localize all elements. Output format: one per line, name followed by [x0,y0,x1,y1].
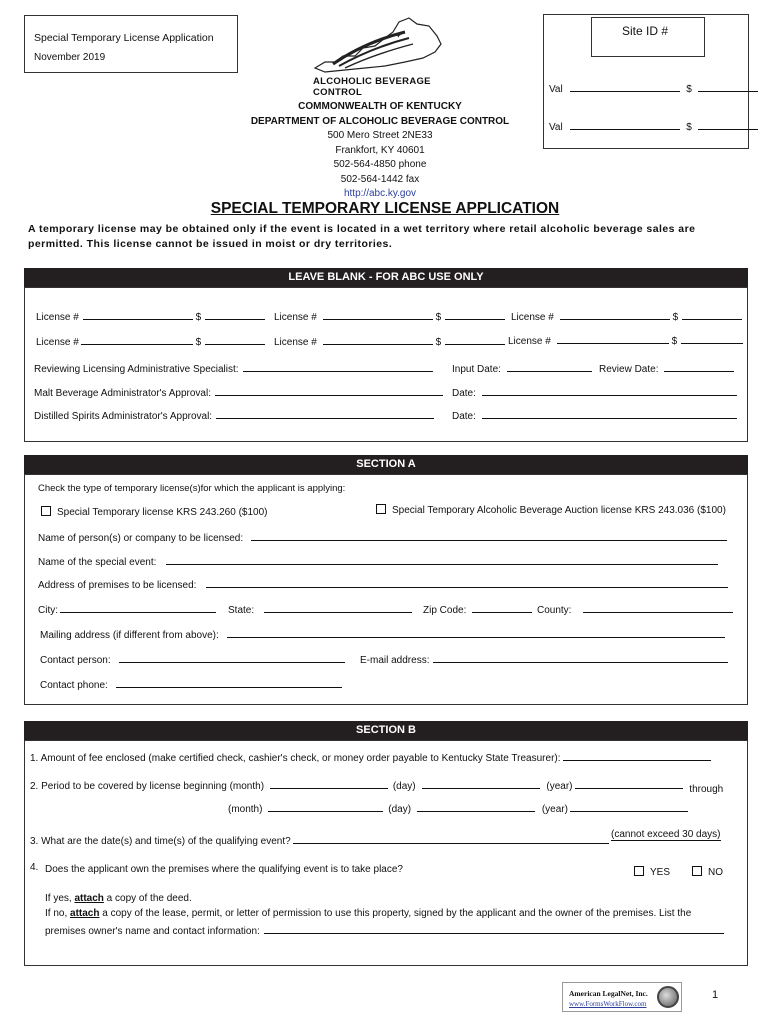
section-a-header: SECTION A [24,455,748,474]
main-title: SPECIAL TEMPORARY LICENSE APPLICATION [210,200,560,217]
malt-approval-field[interactable]: Malt Beverage Administrator's Approval: [34,385,443,399]
abc-use-header: LEAVE BLANK - FOR ABC USE ONLY [24,268,748,287]
no-checkbox[interactable] [692,866,702,876]
intro-text: A temporary license may be obtained only if the event is located in a wet territory where retail alcoholic beverage sales are permitted. This license cannot be issued in moist or dry territories. [28,223,696,250]
if-yes-line: If yes, attach a copy of the deed. [45,893,192,904]
distilled-date-field[interactable]: Date: [452,408,737,422]
license-field-4[interactable]: License # $ [36,334,265,348]
footer-site[interactable]: www.FormsWorkFlow.com [569,1000,647,1008]
malt-date-field[interactable]: Date: [452,385,737,399]
license-field-3[interactable]: License # $ [511,309,742,323]
option-auction[interactable]: Special Temporary Alcoholic Beverage Auction license KRS 243.036 ($100) [376,504,726,516]
agency-street: 500 Mero Street 2NE33 [327,130,433,141]
zip-field[interactable]: Zip Code: [423,602,532,616]
dollar-sign: $ [686,84,692,95]
license-field-5[interactable]: License # $ [274,334,505,348]
form-date: November 2019 [34,52,106,63]
input-date-field[interactable]: Input Date: [452,361,592,375]
contact-person-field[interactable]: Contact person: [40,652,345,666]
yes-option[interactable]: YES [634,866,670,878]
period-end-field[interactable]: (month) (day) (year) [228,801,688,815]
svg-text:✦: ✦ [395,31,402,40]
check-type-instructions: Check the type of temporary license(s)for which the applicant is applying: [38,483,346,494]
abc-use-box [24,287,748,442]
section-b-box [24,740,748,966]
footer-logo-icon [657,986,679,1008]
reviewing-specialist-field[interactable]: Reviewing Licensing Administrative Specialist: [34,361,433,375]
yes-checkbox[interactable] [634,866,644,876]
license-field-6[interactable]: License # $ [508,333,743,347]
site-id-field[interactable] [591,17,705,57]
state-field[interactable]: State: [228,602,412,616]
period-begin-field[interactable]: 2. Period to be covered by license beginning (month) (day) (year) through [30,778,723,792]
site-id-label: Site ID # [622,24,669,38]
review-date-field[interactable]: Review Date: [599,361,734,375]
footer-badge [562,982,682,1012]
q4-number: 4. [30,862,39,873]
fee-amount-field[interactable]: 1. Amount of fee enclosed (make certified check, cashier's check, or money order payable to Kentucky State Treasurer): [30,750,711,764]
county-field[interactable]: County: [537,602,733,616]
license-field-2[interactable]: License # $ [274,309,505,323]
footer-company: American LegalNet, Inc. [569,989,648,998]
q4-question: Does the applicant own the premises where the qualifying event is to take place? [45,864,403,875]
city-field[interactable]: City: [38,602,216,616]
agency-phone: 502-564-4850 phone [333,159,427,170]
email-field[interactable]: E-mail address: [360,652,728,666]
section-a-box [24,474,748,705]
logo-text: ALCOHOLIC BEVERAGE CONTROL [313,76,431,98]
distilled-approval-field[interactable]: Distilled Spirits Administrator's Approval: [34,408,434,422]
event-dates-field[interactable]: 3. What are the date(s) and time(s) of the qualifying event? [30,833,609,847]
event-name-field[interactable]: Name of the special event: [38,554,718,568]
license-field-1[interactable]: License # $ [36,309,265,323]
section-b-header: SECTION B [24,721,748,740]
agency-city: Frankfort, KY 40601 [335,144,425,156]
name-person-field[interactable]: Name of person(s) or company to be licensed: [38,530,727,544]
cannot-exceed-note: (cannot exceed 30 days) [611,829,721,840]
abc-logo [305,12,455,98]
option1-checkbox[interactable] [41,506,51,516]
no-option[interactable]: NO [692,866,723,878]
option-special-temporary[interactable]: Special Temporary license KRS 243.260 ($100) [41,506,268,518]
val-row-2[interactable] [549,119,758,133]
contact-phone-field[interactable]: Contact phone: [40,677,342,691]
val-row-1[interactable] [549,81,758,95]
agency-fax: 502-564-1442 fax [340,173,420,185]
site-id-box [543,14,749,149]
owner-info-field[interactable]: premises owner's name and contact information: [45,923,724,937]
mailing-address-field[interactable]: Mailing address (if different from above): [40,627,725,641]
dollar-sign: $ [686,122,692,133]
address-field[interactable]: Address of premises to be licensed: [38,577,728,591]
val-label: Val [549,122,563,133]
agency-url[interactable]: http://abc.ky.gov [343,188,417,199]
agency-line2: DEPARTMENT OF ALCOHOLIC BEVERAGE CONTROL [250,115,510,127]
if-no-line: If no, attach a copy of the lease, permit, or letter of permission to use this property, signed by the applicant and the owner of the premises. List the [45,908,692,919]
form-title-box [24,15,238,73]
form-title: Special Temporary License Application [34,32,214,44]
val-label: Val [549,84,563,95]
page-number: 1 [712,989,719,1001]
kentucky-map-icon [305,12,455,76]
agency-line1: COMMONWEALTH OF KENTUCKY [298,101,462,112]
agency-block [230,100,530,202]
option2-checkbox[interactable] [376,504,386,514]
